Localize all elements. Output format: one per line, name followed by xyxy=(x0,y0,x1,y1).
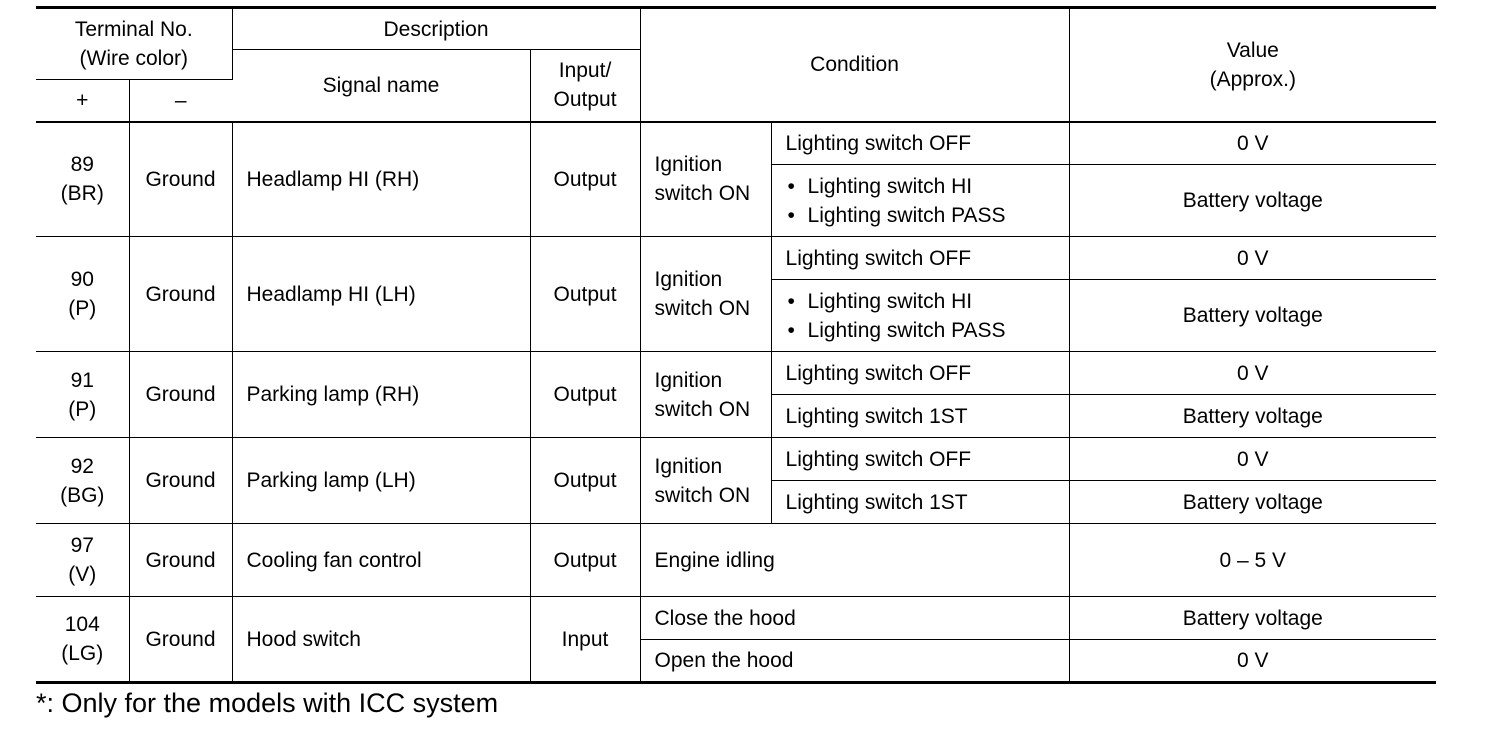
condition-cell: Open the hood xyxy=(640,640,1069,683)
terminal-cell: 90 (P) xyxy=(36,237,129,352)
signal-name-cell: Parking lamp (RH) xyxy=(232,352,530,438)
io-cell: Output xyxy=(530,237,640,352)
value-cell: 0 V xyxy=(1069,352,1436,395)
io-cell: Output xyxy=(530,352,640,438)
condition-cell: Lighting switch OFF xyxy=(771,438,1069,481)
condition-cell: Engine idling xyxy=(640,524,1069,597)
terminal-cell: 92 (BG) xyxy=(36,438,129,524)
header-minus: – xyxy=(129,80,232,122)
io-cell: Output xyxy=(530,122,640,237)
value-cell: 0 – 5 V xyxy=(1069,524,1436,597)
terminal-cell: 89 (BR) xyxy=(36,122,129,237)
value-cell: Battery voltage xyxy=(1069,481,1436,524)
ground-cell: Ground xyxy=(129,122,232,237)
bullet-item: • Lighting switch HI xyxy=(786,172,1055,201)
table-row xyxy=(36,524,1436,597)
signal-name-cell: Cooling fan control xyxy=(232,524,530,597)
value-cell: Battery voltage xyxy=(1069,280,1436,352)
value-cell: Battery voltage xyxy=(1069,395,1436,438)
condition-cell xyxy=(771,280,1069,352)
value-cell: 0 V xyxy=(1069,438,1436,481)
value-cell: 0 V xyxy=(1069,237,1436,280)
header-value: Value (Approx.) xyxy=(1069,8,1436,122)
ground-cell: Ground xyxy=(129,524,232,597)
value-cell: 0 V xyxy=(1069,640,1436,683)
io-cell: Input xyxy=(530,597,640,683)
condition-main-cell: Ignition switch ON xyxy=(640,352,771,438)
condition-cell: Lighting switch 1ST xyxy=(771,395,1069,438)
condition-cell: Lighting switch 1ST xyxy=(771,481,1069,524)
value-cell: 0 V xyxy=(1069,122,1436,165)
condition-main-cell: Ignition switch ON xyxy=(640,237,771,352)
terminal-spec-table xyxy=(36,6,1436,684)
table-row xyxy=(36,122,1436,165)
header-signal-name: Signal name xyxy=(232,50,530,122)
header-description: Description xyxy=(232,8,640,50)
condition-cell: Lighting switch OFF xyxy=(771,352,1069,395)
condition-cell: Lighting switch OFF xyxy=(771,122,1069,165)
ground-cell: Ground xyxy=(129,237,232,352)
header-plus: + xyxy=(36,80,129,122)
bullet-item: • Lighting switch PASS xyxy=(786,201,1055,230)
table-row xyxy=(36,237,1436,280)
terminal-cell: 91 (P) xyxy=(36,352,129,438)
footnote: *: Only for the models with ICC system xyxy=(36,688,499,718)
header-input-output: Input/ Output xyxy=(530,50,640,122)
io-cell: Output xyxy=(530,524,640,597)
bullet-item: • Lighting switch PASS xyxy=(786,316,1055,345)
terminal-cell: 97 (V) xyxy=(36,524,129,597)
header-terminal-no: Terminal No. (Wire color) xyxy=(36,8,232,80)
io-cell: Output xyxy=(530,438,640,524)
bullet-item: • Lighting switch HI xyxy=(786,287,1055,316)
table-row xyxy=(36,438,1436,481)
ground-cell: Ground xyxy=(129,438,232,524)
condition-main-cell: Ignition switch ON xyxy=(640,122,771,237)
condition-main-cell: Ignition switch ON xyxy=(640,438,771,524)
header-condition: Condition xyxy=(640,8,1069,122)
value-cell: Battery voltage xyxy=(1069,597,1436,640)
ground-cell: Ground xyxy=(129,597,232,683)
signal-name-cell: Headlamp HI (LH) xyxy=(232,237,530,352)
ground-cell: Ground xyxy=(129,352,232,438)
signal-name-cell: Headlamp HI (RH) xyxy=(232,122,530,237)
condition-cell xyxy=(771,165,1069,237)
table-row xyxy=(36,352,1436,395)
table-row xyxy=(36,597,1436,640)
signal-name-cell: Hood switch xyxy=(232,597,530,683)
condition-cell: Lighting switch OFF xyxy=(771,237,1069,280)
condition-cell: Close the hood xyxy=(640,597,1069,640)
value-cell: Battery voltage xyxy=(1069,165,1436,237)
signal-name-cell: Parking lamp (LH) xyxy=(232,438,530,524)
terminal-cell: 104 (LG) xyxy=(36,597,129,683)
